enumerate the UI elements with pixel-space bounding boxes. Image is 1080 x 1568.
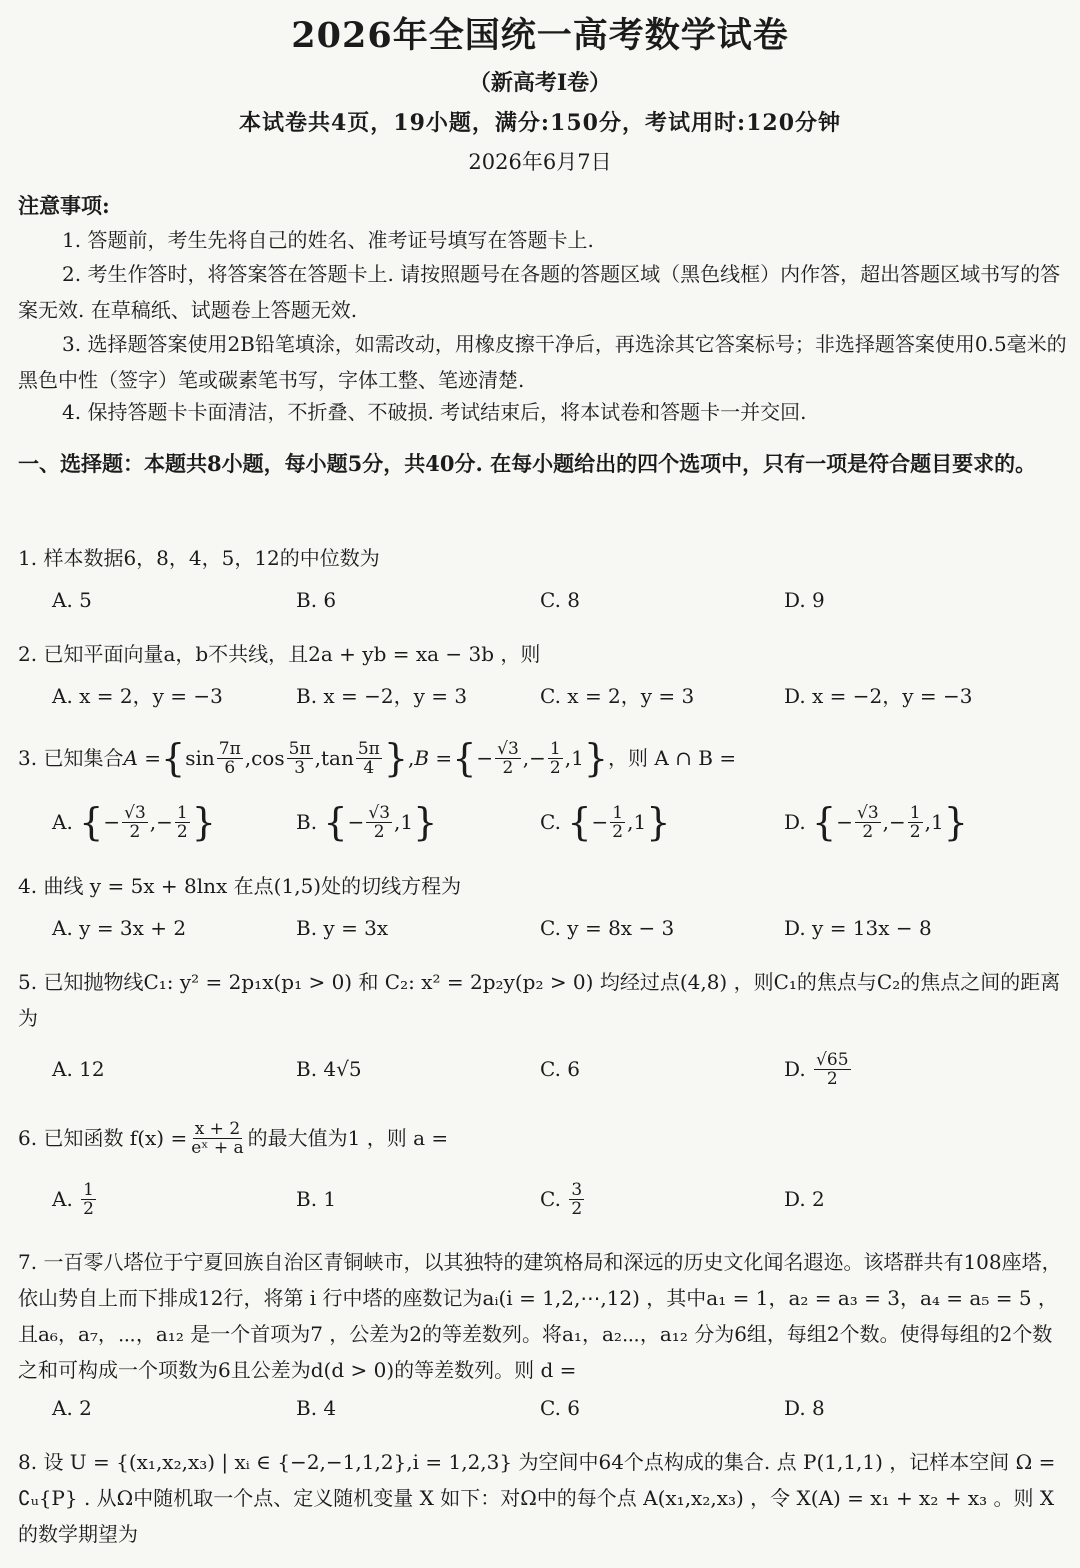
brace-close: } <box>383 736 409 780</box>
q3-fn-sin: sin <box>185 746 215 770</box>
q7-option-b: B. 4 <box>296 1396 337 1420</box>
one: 1 <box>83 1179 94 1200</box>
q6-option-c <box>540 1176 586 1222</box>
q5-option-b: B. 4√5 <box>296 1057 362 1081</box>
q3-option-c <box>540 798 670 846</box>
two: 2 <box>862 821 874 842</box>
q3-b-frac-sqrt3 <box>495 740 521 777</box>
q5-option-c: C. 6 <box>540 1057 581 1081</box>
q6-frac <box>189 1120 245 1157</box>
q1-option-d: D. 9 <box>784 588 825 612</box>
q5-option-a: A. 12 <box>52 1057 105 1081</box>
q6-option-d: D. 2 <box>784 1187 825 1211</box>
q3-f2-num: 5π <box>288 738 311 759</box>
minus: − <box>103 810 121 834</box>
q3-set-a-name: A = <box>123 746 162 770</box>
q6-label-a: A. <box>52 1187 73 1211</box>
q6-option-a <box>52 1176 98 1222</box>
comma: , <box>244 746 252 770</box>
q3-b-sqrt3: √3 <box>497 738 519 759</box>
two: 2 <box>826 1068 838 1089</box>
q6-frac-den: eˣ + a <box>191 1137 244 1158</box>
q3-f3-num: 5π <box>357 738 380 759</box>
q3-suffix: ，则 A ∩ B = <box>608 746 737 770</box>
notes-heading: 注意事项: <box>18 193 110 218</box>
question-6-stem <box>18 1114 1070 1162</box>
comma: , <box>564 746 572 770</box>
brace-close: } <box>583 736 609 780</box>
note-4: 4. 保持答题卡卡面清洁，不折叠、不破损. 考试结束后，将本试卷和答题卡一并交回. <box>62 400 807 424</box>
comma: , <box>394 810 401 834</box>
brace-open: { <box>812 800 837 844</box>
question-6-options <box>52 1176 1052 1222</box>
q3-b-one-elem: 1 <box>571 746 584 770</box>
q3-minus: − <box>476 746 494 770</box>
question-8-stem: 8. 设 U = {(x₁,x₂,x₃) | xᵢ ∈ {−2,−1,1,2},i = 1,2,3} 为空间中64个点构成的集合. 点 P(1,1,1) ，记样本空间 Ω = ∁ᵤ{P} . 从Ω中随机取一个点、定义随机变量 X 如下：对Ω中的每个点 A(x₁,x₂,x₃) ，令 X(A) = x₁ + x₂ + x₃ 。则 X 的数学期望为 <box>18 1450 1056 1546</box>
q4-option-b: B. y = 3x <box>296 916 389 940</box>
brace-open: { <box>567 800 592 844</box>
q3-option-b <box>296 798 437 846</box>
comma: , <box>627 810 634 834</box>
two: 2 <box>83 1198 94 1219</box>
q6-suffix: 的最大值为1 ，则 a = <box>247 1126 449 1150</box>
one: 1 <box>176 802 188 823</box>
note-3: 3. 选择题答案使用2B铅笔填涂，如需改动，用橡皮擦干净后，再选涂其它答案标号；非选择题答案使用0.5毫米的黑色中性（签字）笔或碳素笔书写，字体工整、笔迹清楚. <box>18 332 1067 392</box>
q3-b-frac-half <box>548 740 563 777</box>
frac-sqrt65-2 <box>814 1051 850 1088</box>
q3-f1-den: 6 <box>224 757 236 778</box>
q3-frac-tan <box>356 740 382 777</box>
section-heading: 一、选择题：本题共8小题，每小题5分，共40分. 在每小题给出的四个选项中，只有一项是符合题目要求的。 <box>18 451 1037 476</box>
brace-close: } <box>943 800 968 844</box>
comma: , <box>314 746 321 770</box>
q3-fn-tan: tan <box>320 746 354 770</box>
question-7-stem: 7. 一百零八塔位于宁夏回族自治区青铜峡市，以其独特的建筑格局和深远的历史文化闻名遐迩。该塔群共有108座塔，依山势自上而下排成12行，将第 i 行中塔的座数记为aᵢ(i = 1,2,⋯,12) ，其中a₁ = 1，a₂ = a₃ = 3，a₄ = a₅ = 5 ，且a₆，a₇，⋯，a₁₂ 是一个首项为7 ，公差为2的等差数列。将a₁，a₂⋯，a₁₂ 分为6组，每组2个数。使得每组的2个数之和可构成一个项数为6且公差为d(d > 0)的等差数列。则 d = <box>18 1250 1062 1382</box>
minus: − <box>347 810 365 834</box>
frac-sqrt3-2 <box>855 804 881 841</box>
one: 1 <box>633 810 647 834</box>
q6-prefix: 6. 已知函数 f(x) = <box>18 1126 188 1150</box>
q3-frac-sin <box>217 740 243 777</box>
brace-close: } <box>646 800 671 844</box>
question-3-options <box>52 798 1052 846</box>
q3-b-two2: 2 <box>549 757 561 778</box>
frac-1-2 <box>175 804 190 841</box>
sqrt3: √3 <box>857 802 879 823</box>
one: 1 <box>909 802 921 823</box>
exam-subtitle: （新高考Ⅰ卷） <box>468 70 612 96</box>
q3-option-a <box>52 798 216 846</box>
sqrt3: √3 <box>124 802 146 823</box>
question-1-stem: 1. 样本数据6，8，4，5，12的中位数为 <box>18 546 380 570</box>
q3-f1-num: 7π <box>218 738 241 759</box>
note-2: 2. 考生作答时，将答案答在答题卡上. 请按照题号在各题的答题区域（黑色线框）内作答，超出答题区域书写的答案无效. 在草稿纸、试题卷上答题无效. <box>18 262 1061 322</box>
question-4-options <box>52 908 1052 948</box>
q3-option-d <box>784 798 968 846</box>
comma: , <box>408 746 415 770</box>
q6-frac-num: x + 2 <box>194 1118 241 1139</box>
question-5-stem: 5. 已知抛物线C₁: y² = 2p₁x(p₁ > 0) 和 C₂: x² = 2p₂y(p₂ > 0) 均经过点(4,8) ，则C₁的焦点与C₂的焦点之间的距离为 <box>18 970 1061 1030</box>
exam-title: 2026年全国统一高考数学试卷 <box>291 15 789 56</box>
sqrt3: √3 <box>368 802 391 823</box>
q3-fn-cos: cos <box>251 746 285 770</box>
sqrt65: √65 <box>816 1049 849 1070</box>
one: 1 <box>612 802 624 823</box>
q3-frac-cos <box>287 740 313 777</box>
one: 1 <box>930 810 944 834</box>
two: 2 <box>176 821 188 842</box>
question-1-options <box>52 580 1052 620</box>
brace-open: { <box>323 800 348 844</box>
note-1: 1. 答题前，考生先将自己的姓名、准考证号填写在答题卡上. <box>62 228 594 252</box>
question-4-stem: 4. 曲线 y = 5x + 8lnx 在点(1,5)处的切线方程为 <box>18 874 462 898</box>
question-2-stem: 2. 已知平面向量a，b不共线，且2a + yb = xa − 3b ，则 <box>18 642 541 666</box>
brace-open: { <box>161 736 186 780</box>
q7-option-d: D. 8 <box>784 1396 825 1420</box>
q6-label-c: C. <box>540 1187 561 1211</box>
minus: − <box>836 810 853 834</box>
q3-label-d: D. <box>784 810 806 834</box>
q1-option-b: B. 6 <box>296 588 337 612</box>
q4-option-a: A. y = 3x + 2 <box>52 916 187 940</box>
q3-label-c: C. <box>540 810 561 834</box>
frac-1-2 <box>610 804 625 841</box>
three: 3 <box>571 1179 583 1200</box>
two: 2 <box>612 821 624 842</box>
comma: , <box>522 746 530 770</box>
question-5-options <box>52 1046 1052 1092</box>
question-3-stem <box>18 732 1070 784</box>
exam-info: 本试卷共4页，19小题，满分:150分，考试用时:120分钟 <box>238 110 841 136</box>
question-2-options <box>52 674 1052 714</box>
frac-1-2 <box>81 1181 96 1218</box>
q2-option-b: B. x = −2，y = 3 <box>296 683 468 708</box>
q3-set-b-name: B = <box>414 746 453 770</box>
frac-1-2 <box>908 804 923 841</box>
q7-option-a: A. 2 <box>52 1396 92 1420</box>
q3-b-one: 1 <box>549 738 561 759</box>
q2-option-d: D. x = −2，y = −3 <box>784 683 973 708</box>
q6-option-b: B. 1 <box>296 1187 337 1211</box>
comma: , <box>924 810 931 834</box>
question-7-options <box>52 1388 1052 1428</box>
minus: − <box>889 810 906 834</box>
two: 2 <box>373 821 385 842</box>
q3-label-b: B. <box>296 810 318 834</box>
q5-label-d: D. <box>784 1057 806 1081</box>
q3-b-two: 2 <box>502 757 514 778</box>
frac-sqrt3-2 <box>122 804 148 841</box>
two: 2 <box>571 1198 583 1219</box>
comma: , <box>882 810 890 834</box>
brace-open: { <box>79 800 104 844</box>
q5-option-d <box>784 1046 853 1092</box>
exam-date: 2026年6月7日 <box>468 150 612 174</box>
comma: , <box>149 810 157 834</box>
q4-option-c: C. y = 8x − 3 <box>540 916 675 940</box>
brace-open: { <box>452 736 477 780</box>
one: 1 <box>400 810 414 834</box>
q2-option-c: C. x = 2，y = 3 <box>540 683 695 708</box>
q3-f3-den: 4 <box>363 757 375 778</box>
brace-close: } <box>413 800 438 844</box>
q1-option-c: C. 8 <box>540 588 581 612</box>
minus: − <box>156 810 173 834</box>
q7-option-c: C. 6 <box>540 1396 581 1420</box>
q3-f2-den: 3 <box>294 757 306 778</box>
q3-prefix: 3. 已知集合 <box>18 746 124 770</box>
q1-option-a: A. 5 <box>52 588 92 612</box>
two: 2 <box>909 821 921 842</box>
minus: − <box>591 810 609 834</box>
q3-label-a: A. <box>52 810 73 834</box>
two: 2 <box>129 821 141 842</box>
q3-minus: − <box>529 746 546 770</box>
brace-close: } <box>191 800 216 844</box>
frac-sqrt3-2 <box>366 804 392 841</box>
q4-option-d: D. y = 13x − 8 <box>784 916 932 940</box>
frac-3-2 <box>569 1181 584 1218</box>
q2-option-a: A. x = 2，y = −3 <box>52 683 223 708</box>
